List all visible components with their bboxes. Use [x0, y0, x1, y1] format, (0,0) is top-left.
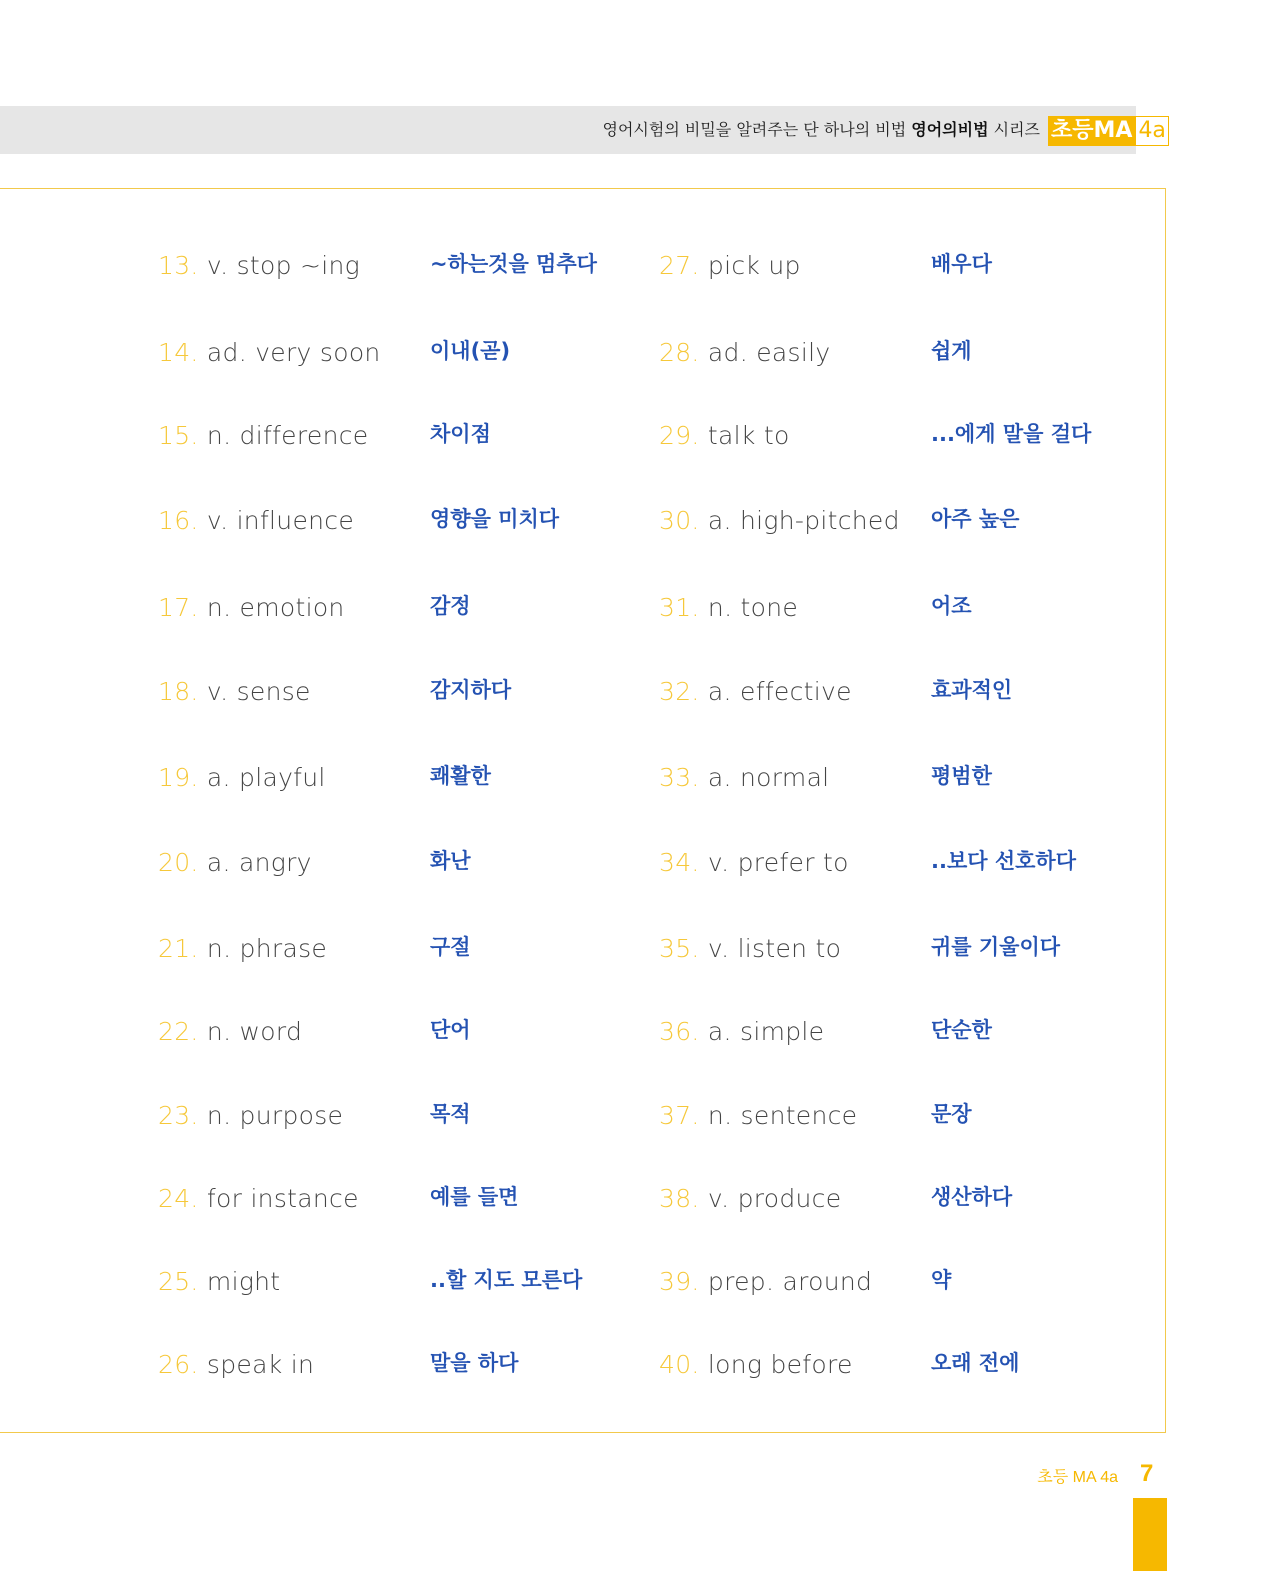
vocab-number: 13. — [158, 251, 199, 280]
vocab-meaning: 단순한 — [931, 1018, 992, 1042]
vocab-word: n. tone — [699, 593, 799, 622]
vocab-meaning: 배우다 — [931, 252, 992, 276]
vocab-word: v. sense — [198, 677, 311, 706]
vocab-meaning: 말을 하다 — [430, 1351, 519, 1375]
vocab-word: a. playful — [198, 763, 326, 792]
vocab-meaning: 어조 — [931, 594, 972, 618]
vocab-term — [158, 672, 311, 712]
vocab-number: 27. — [659, 251, 700, 280]
vocab-number: 21. — [158, 934, 199, 963]
vocab-word: v. prefer to — [699, 848, 849, 877]
vocab-meaning: 예를 들면 — [430, 1185, 519, 1209]
vocab-word: v. listen to — [699, 934, 842, 963]
series-text-suffix: 시리즈 — [988, 120, 1040, 139]
footer-label: 초등 MA 4a — [1037, 1469, 1118, 1486]
vocab-meaning: 쾌활한 — [430, 764, 491, 788]
vocab-meaning: 귀를 기울이다 — [931, 935, 1061, 959]
vocab-term — [659, 929, 841, 969]
vocab-word: n. emotion — [198, 593, 345, 622]
vocab-word: prep. around — [699, 1267, 873, 1296]
vocab-meaning: 영향을 미치다 — [430, 507, 560, 531]
vocab-term — [158, 1179, 359, 1219]
vocab-number: 19. — [158, 763, 199, 792]
vocab-number: 20. — [158, 848, 199, 877]
vocab-meaning: 화난 — [430, 849, 471, 873]
vocab-word: pick up — [699, 251, 801, 280]
vocab-meaning: 효과적인 — [931, 678, 1013, 702]
vocab-number: 30. — [659, 506, 700, 535]
vocab-number: 22. — [158, 1017, 199, 1046]
vocab-meaning: ~하는것을 멈추다 — [430, 252, 597, 276]
vocab-term — [659, 1345, 853, 1385]
vocab-term — [158, 333, 381, 373]
vocab-number: 25. — [158, 1267, 199, 1296]
vocab-meaning: 목적 — [430, 1102, 471, 1126]
page-number: 7 — [1140, 1460, 1154, 1487]
vocab-meaning: ..할 지도 모른다 — [430, 1268, 583, 1292]
vocab-word: n. sentence — [699, 1101, 858, 1130]
vocab-meaning: 약 — [931, 1268, 952, 1292]
series-text-prefix: 영어시험의 비밀을 알려주는 단 하나의 비법 — [602, 120, 912, 139]
series-name: 영어의비법 — [911, 120, 989, 139]
vocab-meaning: 생산하다 — [931, 1185, 1013, 1209]
vocab-meaning: 단어 — [430, 1018, 471, 1042]
vocab-number: 29. — [659, 421, 700, 450]
vocab-meaning: ...에게 말을 걸다 — [931, 422, 1092, 446]
vocab-term — [659, 1012, 824, 1052]
vocab-term — [158, 929, 327, 969]
vocab-term — [659, 758, 829, 798]
vocab-word: n. phrase — [198, 934, 328, 963]
vocab-number: 32. — [659, 677, 700, 706]
vocab-term — [158, 501, 354, 541]
vocab-word: v. produce — [699, 1184, 842, 1213]
vocab-meaning: 감정 — [430, 594, 471, 618]
vocab-term — [659, 501, 900, 541]
vocab-term — [659, 1262, 872, 1302]
vocab-meaning: 문장 — [931, 1102, 972, 1126]
level-badge-sub: 4a — [1136, 116, 1168, 146]
vocab-term — [158, 588, 345, 628]
vocab-number: 40. — [659, 1350, 700, 1379]
vocab-word: for instance — [198, 1184, 359, 1213]
vocab-term — [659, 843, 849, 883]
vocab-term — [659, 1096, 857, 1136]
vocab-number: 36. — [659, 1017, 700, 1046]
vocab-number: 37. — [659, 1101, 700, 1130]
vocab-word: might — [198, 1267, 281, 1296]
vocab-term — [158, 758, 326, 798]
vocab-word: ad. easily — [699, 338, 831, 367]
vocab-meaning: ..보다 선호하다 — [931, 849, 1076, 873]
vocab-number: 17. — [158, 593, 199, 622]
vocab-term — [158, 246, 360, 286]
vocab-word: talk to — [699, 421, 790, 450]
vocab-term — [158, 1345, 314, 1385]
vocab-number: 38. — [659, 1184, 700, 1213]
vocab-word: ad. very soon — [198, 338, 381, 367]
vocab-number: 33. — [659, 763, 700, 792]
vocab-word: a. angry — [198, 848, 312, 877]
vocab-meaning: 쉽게 — [931, 339, 972, 363]
vocab-number: 15. — [158, 421, 199, 450]
vocab-number: 24. — [158, 1184, 199, 1213]
vocab-term — [659, 333, 830, 373]
vocab-word: a. normal — [699, 763, 830, 792]
vocab-meaning: 오래 전에 — [931, 1351, 1020, 1375]
vocab-word: n. purpose — [198, 1101, 344, 1130]
vocab-number: 18. — [158, 677, 199, 706]
vocab-number: 28. — [659, 338, 700, 367]
vocab-number: 23. — [158, 1101, 199, 1130]
page-tab — [1133, 1498, 1167, 1571]
vocab-word: a. high-pitched — [699, 506, 900, 535]
vocab-meaning: 차이점 — [430, 422, 491, 446]
vocab-meaning: 구절 — [430, 935, 471, 959]
vocab-word: n. word — [198, 1017, 303, 1046]
level-badge — [1048, 116, 1169, 146]
level-badge-main: 초등MA — [1048, 116, 1136, 146]
vocab-number: 34. — [659, 848, 700, 877]
vocab-word: a. simple — [699, 1017, 825, 1046]
vocab-term — [158, 1096, 343, 1136]
vocab-term — [659, 672, 852, 712]
vocab-term — [659, 588, 798, 628]
vocab-number: 14. — [158, 338, 199, 367]
vocab-meaning: 아주 높은 — [931, 507, 1020, 531]
vocab-word: v. stop ~ing — [198, 251, 360, 280]
vocab-term — [158, 1012, 302, 1052]
vocab-word: long before — [699, 1350, 853, 1379]
vocab-meaning: 감지하다 — [430, 678, 512, 702]
vocab-number: 31. — [659, 593, 700, 622]
vocab-word: speak in — [198, 1350, 315, 1379]
vocab-number: 26. — [158, 1350, 199, 1379]
vocab-meaning: 이내(곧) — [430, 339, 511, 363]
vocab-number: 16. — [158, 506, 199, 535]
vocab-term — [158, 1262, 280, 1302]
vocab-term — [158, 416, 368, 456]
vocab-number: 39. — [659, 1267, 700, 1296]
vocab-number: 35. — [659, 934, 700, 963]
vocab-word: n. difference — [198, 421, 369, 450]
series-description — [603, 118, 1040, 142]
vocab-term — [659, 1179, 841, 1219]
vocab-term — [659, 246, 801, 286]
vocab-frame — [0, 188, 1166, 1433]
vocab-term — [659, 416, 790, 456]
vocab-word: v. influence — [198, 506, 354, 535]
vocab-meaning: 평범한 — [931, 764, 992, 788]
vocab-word: a. effective — [699, 677, 852, 706]
vocab-term — [158, 843, 312, 883]
